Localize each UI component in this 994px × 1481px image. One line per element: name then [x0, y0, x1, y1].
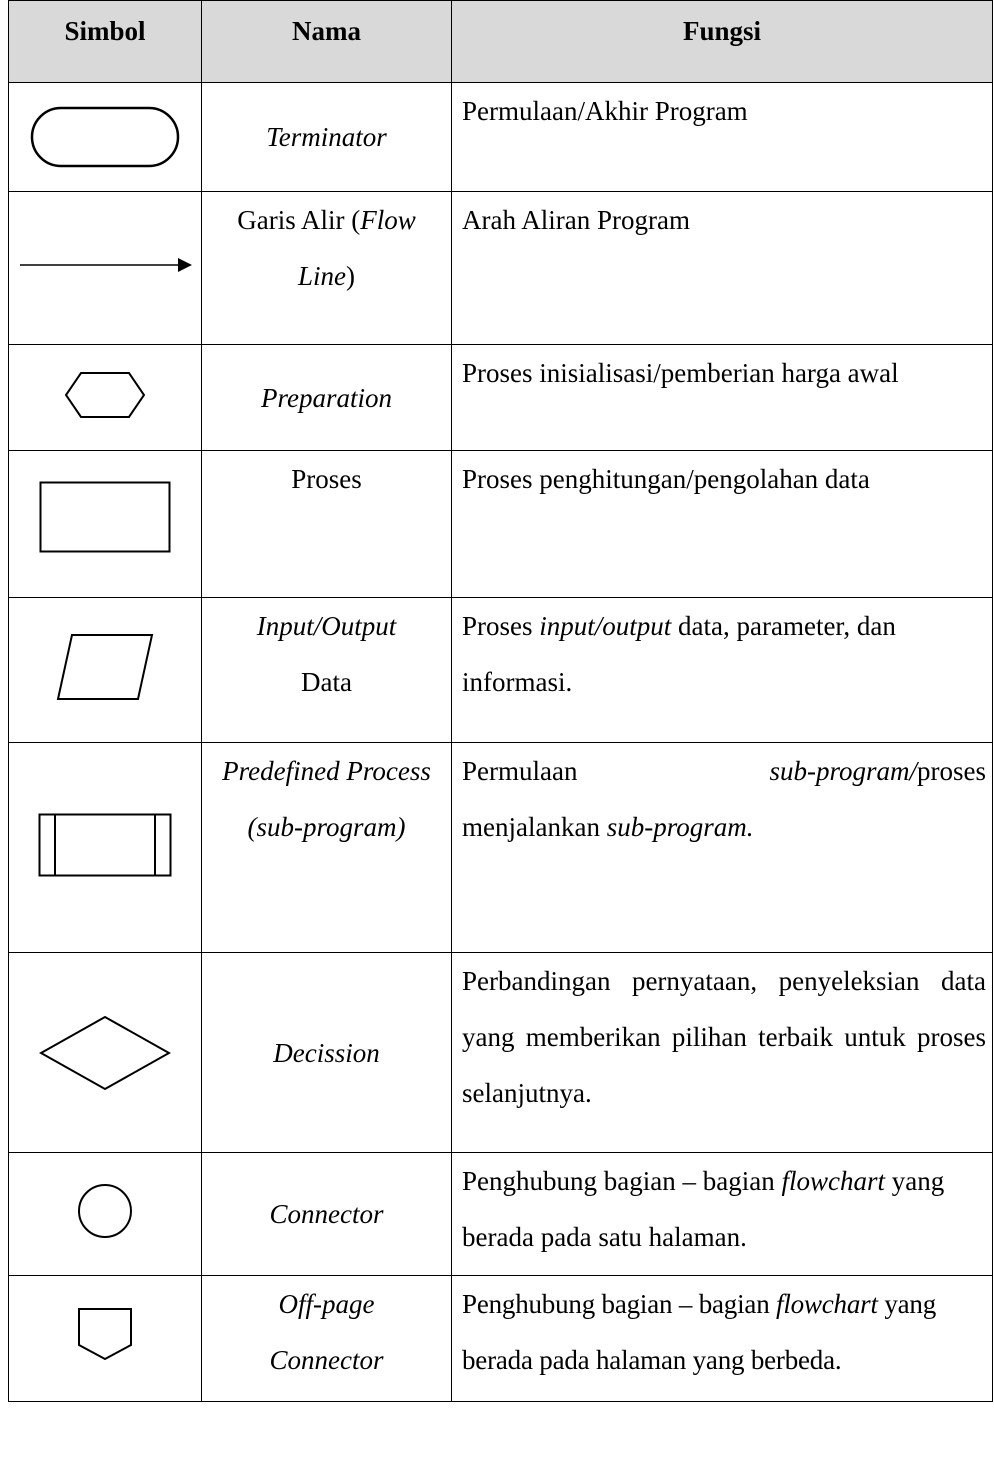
function-cell: Permulaan/Akhir Program	[452, 83, 993, 192]
input-output-parallelogram-icon	[56, 633, 154, 701]
name-cell: Terminator	[202, 83, 452, 192]
function-cell: Proses penghitungan/pengolahan data	[452, 451, 993, 598]
symbol-cell	[9, 83, 202, 192]
function-italic: flowchart	[776, 1289, 878, 1319]
name-cell: Connector	[202, 1153, 452, 1276]
function-italic: flowchart	[781, 1166, 885, 1196]
function-text: yang berada pada satu halaman.	[462, 1166, 945, 1252]
function-cell	[452, 598, 993, 743]
header-symbol: Simbol	[9, 1, 202, 83]
name-cell: Proses	[202, 451, 452, 598]
symbol-cell	[9, 1276, 202, 1402]
function-text: Penghubung bagian – bagian	[462, 1166, 782, 1196]
name-cell: Preparation	[202, 345, 452, 451]
function-italic: sub-program.	[606, 812, 754, 842]
function-text: yang berada pada halaman yang berbeda.	[462, 1289, 936, 1375]
header-name: Nama	[202, 1, 452, 83]
function-line	[462, 799, 986, 855]
table-row	[9, 345, 993, 451]
off-page-connector-icon	[77, 1307, 133, 1361]
name-cell	[202, 1276, 452, 1402]
name-text: )	[346, 261, 355, 291]
function-cell	[452, 1153, 993, 1276]
header-function: Fungsi	[452, 1, 993, 83]
decision-diamond-icon	[39, 1015, 171, 1091]
function-cell: Perbandingan pernyataan, penyeleksian data yang memberikan pilihan terbaik untuk proses selanjutnya.	[452, 953, 993, 1153]
table-row	[9, 1276, 993, 1402]
function-text: data, parameter, dan informasi.	[462, 611, 896, 697]
symbol-cell	[9, 451, 202, 598]
name-cell	[202, 192, 452, 345]
name-text: Garis Alir (	[237, 205, 361, 235]
table-row	[9, 451, 993, 598]
terminator-icon	[30, 106, 180, 168]
function-text: Permulaan	[462, 756, 578, 786]
name-text: Data	[301, 667, 352, 697]
name-cell: Decission	[202, 953, 452, 1153]
table-row	[9, 598, 993, 743]
name-cell: Predefined Process (sub-program)	[202, 743, 452, 953]
preparation-hexagon-icon	[64, 371, 146, 419]
name-italic: Line	[297, 261, 346, 291]
predefined-process-icon	[38, 813, 172, 877]
flow-line-arrow-icon	[18, 255, 193, 275]
name-cell	[202, 598, 452, 743]
function-cell: Proses inisialisasi/pemberian harga awal	[452, 345, 993, 451]
symbol-cell	[9, 345, 202, 451]
table-row	[9, 1153, 993, 1276]
function-line	[462, 743, 986, 799]
function-text: proses	[917, 756, 986, 786]
symbol-cell	[9, 1153, 202, 1276]
symbol-cell	[9, 598, 202, 743]
function-cell	[452, 1276, 993, 1402]
name-italic: Connector	[269, 1345, 384, 1375]
connector-circle-icon	[77, 1183, 133, 1239]
function-text	[769, 743, 986, 799]
flowchart-symbol-table	[8, 0, 993, 1402]
table-row	[9, 743, 993, 953]
symbol-cell	[9, 743, 202, 953]
function-text: Proses	[462, 611, 540, 641]
table-row	[9, 192, 993, 345]
name-italic: Flow	[360, 205, 416, 235]
function-cell: Arah Aliran Program	[452, 192, 993, 345]
name-italic: Off-page	[278, 1289, 375, 1319]
function-italic: sub-program/	[769, 756, 917, 786]
name-italic: Input/Output	[256, 611, 397, 641]
process-rectangle-icon	[39, 481, 171, 553]
function-text: Penghubung bagian – bagian	[462, 1289, 777, 1319]
symbol-cell	[9, 192, 202, 345]
function-italic: input/output	[539, 611, 672, 641]
function-cell	[452, 743, 993, 953]
table-row	[9, 953, 993, 1153]
table-header-row	[9, 1, 993, 83]
function-text: menjalankan	[462, 812, 607, 842]
symbol-cell	[9, 953, 202, 1153]
table-row	[9, 83, 993, 192]
